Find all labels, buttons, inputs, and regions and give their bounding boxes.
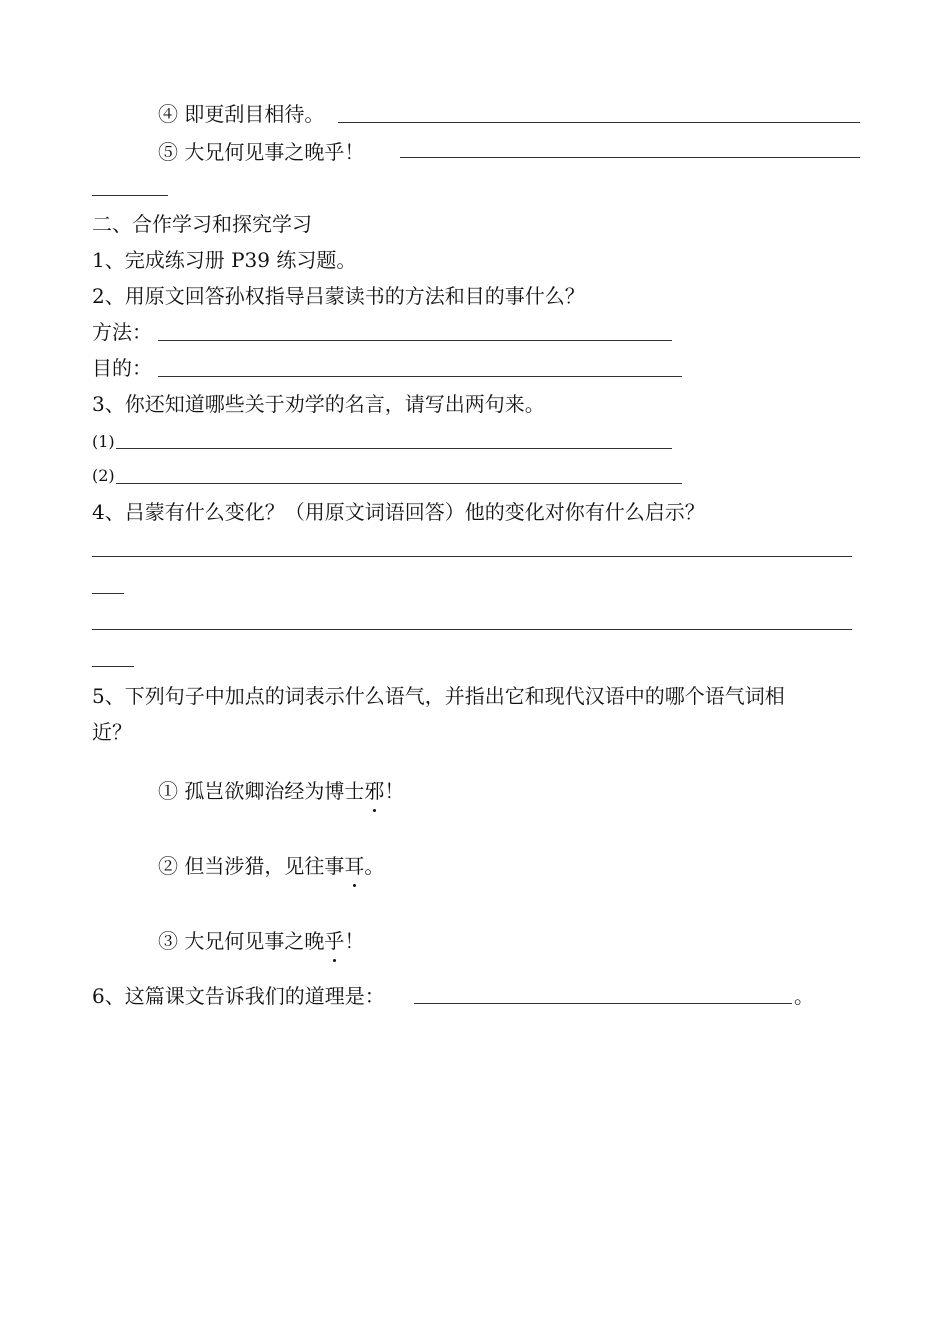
question-6: 6、这篇课文告诉我们的道理是： — [92, 984, 385, 1008]
sentence-3-text: ③ 大兄何见事之晚 — [158, 929, 325, 953]
sentence-2-text: ② 但当涉猎，见往事 — [158, 854, 345, 878]
question-3: 3、你还知道哪些关于劝学的名言，请写出两句来。 — [92, 392, 545, 416]
sentence-2-dotted-word: 耳 — [344, 854, 365, 878]
question-4: 4、吕蒙有什么变化？（用原文词语回答）他的变化对你有什么启示？ — [92, 500, 705, 524]
quote-2-label: (2) — [92, 466, 115, 485]
item-5-answer-blank-cont[interactable] — [92, 195, 168, 196]
purpose-answer-blank[interactable] — [158, 376, 682, 377]
sentence-1-dotted-word: 邪 — [364, 779, 385, 803]
question-4-answer-line-2-cont[interactable] — [92, 666, 134, 667]
purpose-label: 目的： — [92, 356, 152, 380]
question-5-line-2: 近？ — [92, 720, 132, 744]
method-answer-blank[interactable] — [158, 340, 672, 341]
sentence-3-punct: ！ — [344, 929, 365, 953]
sentence-1 — [158, 778, 404, 804]
question-6-end-punct: 。 — [794, 984, 814, 1008]
sentence-1-text: ① 孤岂欲卿治经为博士 — [158, 779, 365, 803]
question-4-answer-line-1-cont[interactable] — [92, 593, 124, 594]
quote-2-answer-blank[interactable] — [116, 483, 682, 484]
question-5-line-1: 5、下列句子中加点的词表示什么语气，并指出它和现代汉语中的哪个语气词相 — [92, 684, 785, 708]
item-4-text: ④ 即更刮目相待。 — [158, 102, 325, 126]
item-5-answer-blank[interactable] — [400, 157, 860, 158]
question-6-answer-blank[interactable] — [414, 1003, 792, 1004]
question-1: 1、完成练习册 P39 练习题。 — [92, 248, 357, 272]
sentence-1-punct: ！ — [384, 779, 405, 803]
method-label: 方法： — [92, 320, 152, 344]
sentence-2-punct: 。 — [364, 854, 385, 878]
quote-1-answer-blank[interactable] — [116, 448, 672, 449]
sentence-2 — [158, 853, 384, 879]
sentence-3 — [158, 928, 364, 954]
sentence-3-dotted-word: 乎 — [324, 929, 345, 953]
question-4-answer-line-2[interactable] — [92, 629, 852, 630]
question-2: 2、用原文回答孙权指导吕蒙读书的方法和目的事什么？ — [92, 284, 585, 308]
quote-1-label: (1) — [92, 432, 115, 451]
question-4-answer-line-1[interactable] — [92, 556, 852, 557]
section-heading: 二、合作学习和探究学习 — [92, 212, 312, 236]
item-4-answer-blank[interactable] — [338, 122, 860, 123]
item-5-text: ⑤ 大兄何见事之晚乎！ — [158, 140, 365, 164]
